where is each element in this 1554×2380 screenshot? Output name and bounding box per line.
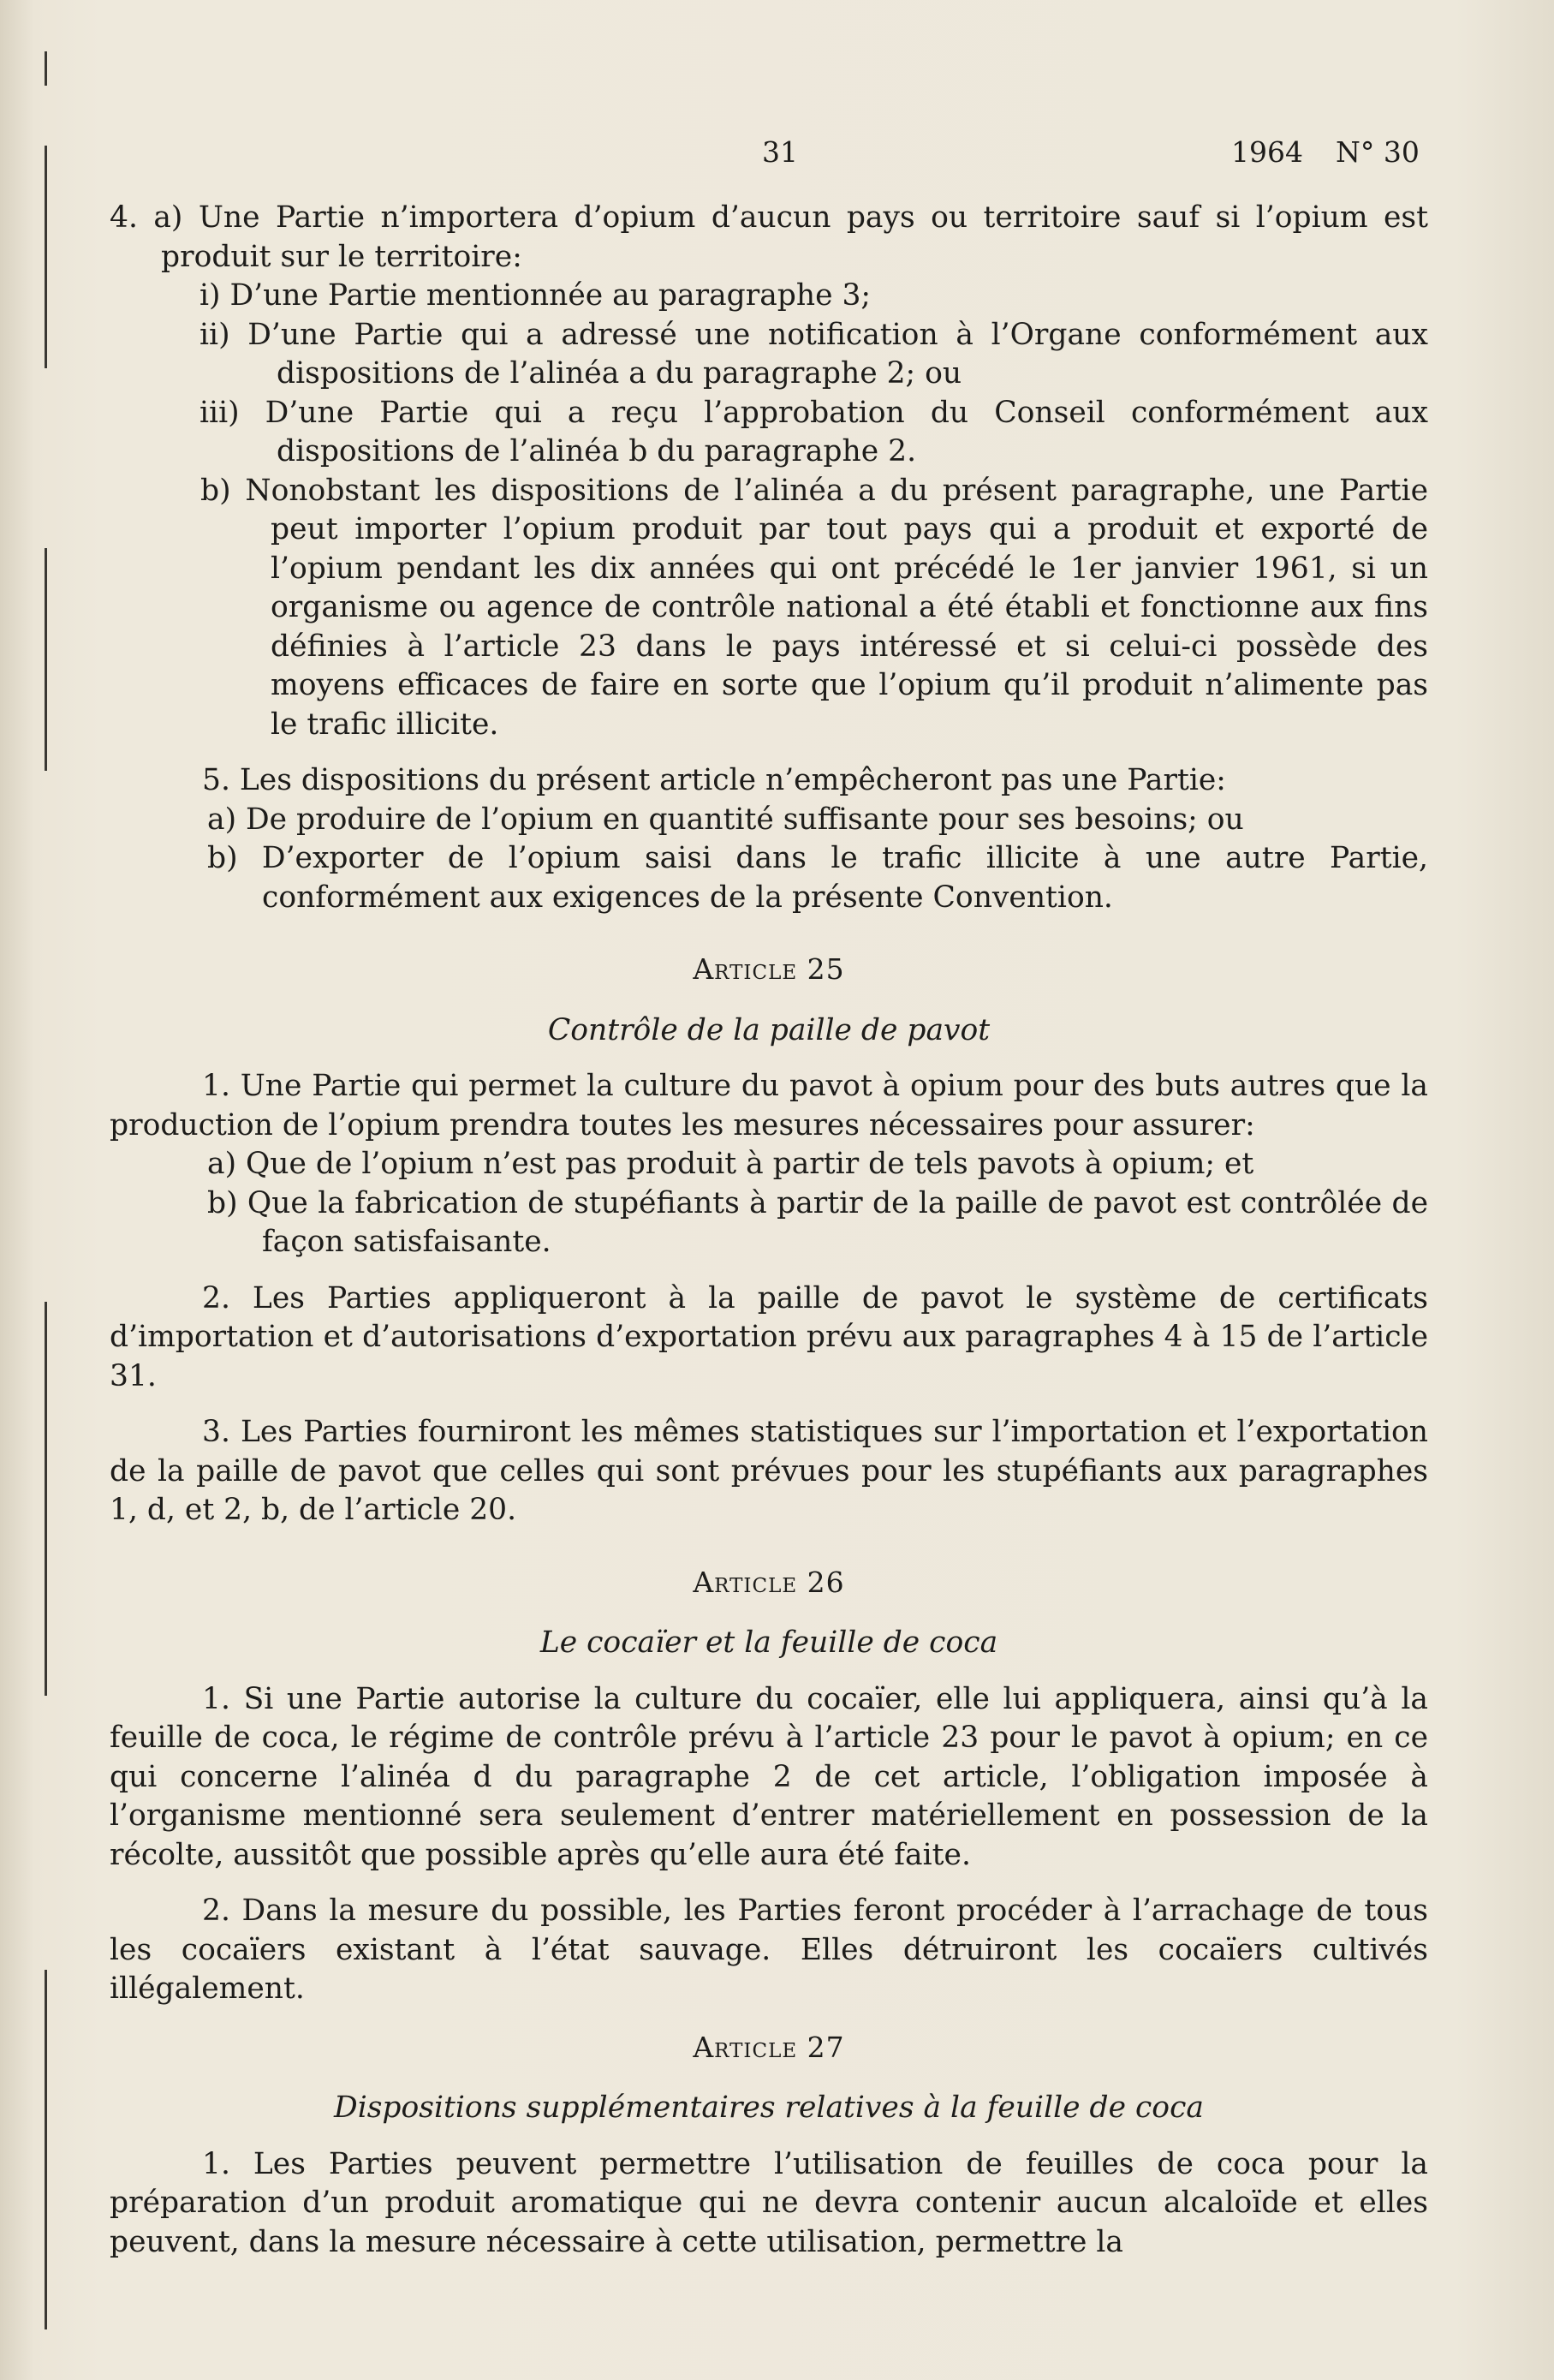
article-25-heading: Article 25 bbox=[693, 952, 845, 986]
document-year: 1964 bbox=[1231, 135, 1303, 169]
article-26-subtitle: Le cocaïer et la feuille de coca bbox=[539, 1625, 998, 1660]
article-25-para1-b: b) Que la fabrication de stupéfiants à partir de la paille de pavot est contrôlée de façon satisfaisante. bbox=[207, 1185, 1428, 1259]
article-27-heading: Article 27 bbox=[693, 2030, 845, 2064]
para4-i: i) D’une Partie mentionnée au paragraphe 3; bbox=[199, 278, 872, 313]
para5-b: b) D’exporter de l’opium saisi dans le trafic illicite à une autre Partie, conformément aux exigences de la présente Convention. bbox=[207, 841, 1428, 915]
para4-a: 4. a) Une Partie n’importera d’opium d’aucun pays ou territoire sauf si l’opium est produit sur le territoire: bbox=[110, 200, 1428, 274]
page-number: 31 bbox=[762, 135, 798, 169]
para5-intro: 5. Les dispositions du présent article n’empêcheront pas une Partie: bbox=[202, 763, 1226, 797]
article-25-para2: 2. Les Parties appliqueront à la paille de pavot le système de certificats d’importation et d’autorisations d’exportation prévu aux paragraphes 4 à 15 de l’article 31. bbox=[110, 1280, 1428, 1393]
para5-a: a) De produire de l’opium en quantité suffisante pour ses besoins; ou bbox=[207, 802, 1244, 837]
binding-edge-line bbox=[45, 1970, 47, 2329]
article-27-para1: 1. Les Parties peuvent permettre l’utilisation de feuilles de coca pour la préparation d’un produit aromatique qui ne devra contenir aucun alcaloïde et elles peuvent, dans la mesure nécessaire à cette utilisation, permettre la bbox=[110, 2146, 1428, 2259]
article-27-subtitle: Dispositions supplémentaires relatives à la feuille de coca bbox=[334, 2091, 1204, 2125]
para4-iii: iii) D’une Partie qui a reçu l’approbation du Conseil conformément aux dispositions de l’alinéa b du paragraphe 2. bbox=[199, 395, 1428, 468]
binding-edge-line bbox=[45, 51, 47, 86]
para4-ii: ii) D’une Partie qui a adressé une notification à l’Organe conformément aux dispositions de l’alinéa a du paragraphe 2; ou bbox=[199, 317, 1428, 391]
article-25-para1-a: a) Que de l’opium n’est pas produit à partir de tels pavots à opium; et bbox=[207, 1147, 1254, 1181]
page-header bbox=[0, 135, 1554, 178]
document-body bbox=[110, 199, 1428, 2262]
binding-edge-line bbox=[45, 1302, 47, 1696]
document-reference: N° 30 bbox=[1336, 135, 1420, 169]
article-25-subtitle: Contrôle de la paille de pavot bbox=[547, 1012, 991, 1047]
binding-edge-line bbox=[45, 146, 47, 368]
article-26-para2: 2. Dans la mesure du possible, les Parties feront procéder à l’arrachage de tous les cocaïers existant à l’état sauvage. Elles détruiront les cocaïers cultivés illégalement. bbox=[110, 1894, 1428, 2006]
para4-b: b) Nonobstant les dispositions de l’alinéa a du présent paragraphe, une Partie peut importer l’opium produit par tout pays qui a produit et exporté de l’opium pendant les dix années qui ont précédé le 1er janvier 1961, si un organisme ou agence de contrôle national a été établi et fonctionne aux fins définies à l’article 23 dans le pays intéressé et si celui-ci possède des moyens efficaces de faire en sorte que l’opium qu’il produit n’alimente pas le trafic illicite. bbox=[200, 473, 1428, 742]
article-25-para1: 1. Une Partie qui permet la culture du pavot à opium pour des buts autres que la production de l’opium prendra toutes les mesures nécessaires pour assurer: bbox=[110, 1069, 1428, 1142]
binding-edge-line bbox=[45, 548, 47, 771]
article-25-para3: 3. Les Parties fourniront les mêmes statistiques sur l’importation et l’exportation de la paille de pavot que celles qui sont prévues pour les stupéfiants aux paragraphes 1, d, et 2, b, de l’article 20. bbox=[110, 1415, 1428, 1527]
article-26-para1: 1. Si une Partie autorise la culture du cocaïer, elle lui appliquera, ainsi qu’à la feuille de coca, le régime de contrôle prévu à l’article 23 pour le pavot à opium; en ce qui concerne l’alinéa d du paragraphe 2 de cet article, l’obligation imposée à l’organisme mentionné sera seulement d’entrer matériellement en possession de la récolte, aussitôt que possible après qu’elle aura été faite. bbox=[110, 1681, 1428, 1872]
article-26-heading: Article 26 bbox=[693, 1565, 845, 1599]
